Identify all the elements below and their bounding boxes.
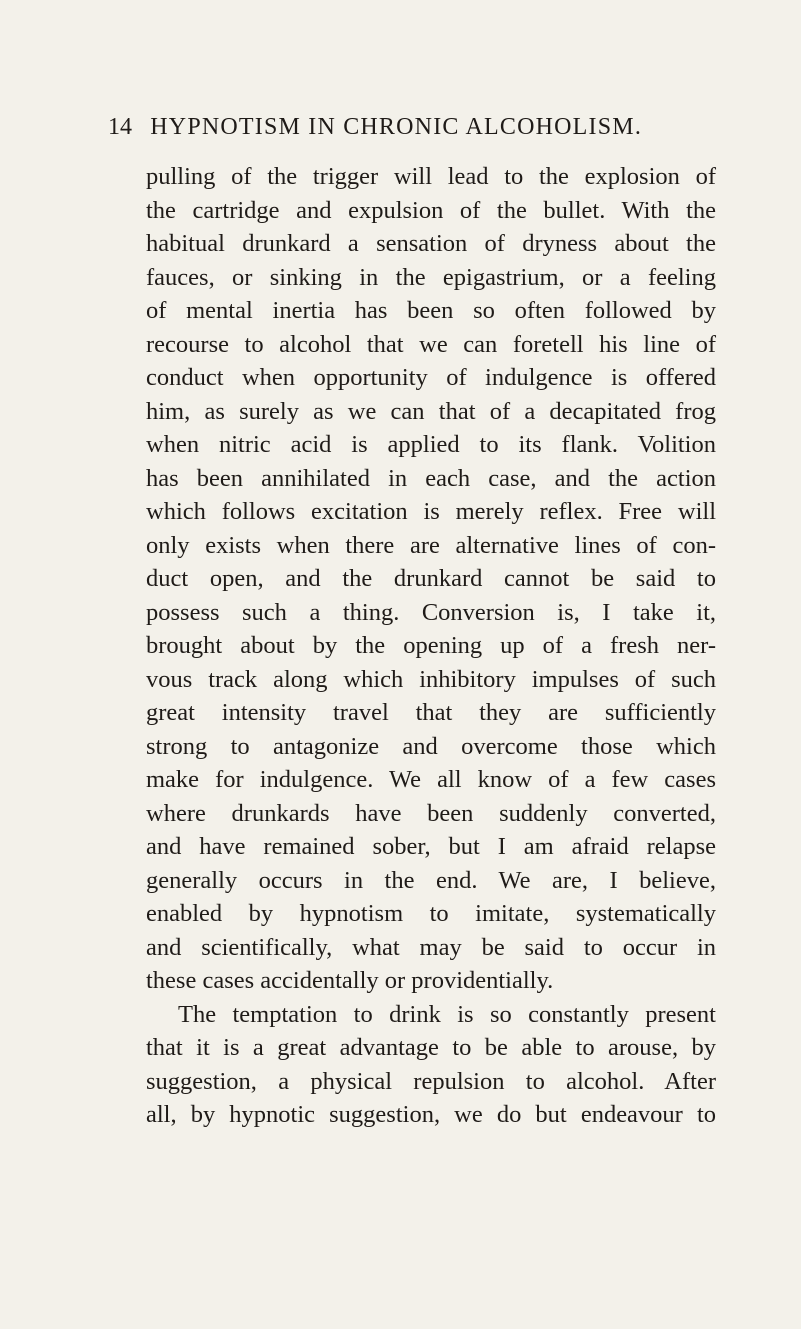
- text-line: the cartridge and expulsion of the bullet. With the: [146, 196, 716, 224]
- text-line-indented: The temptation to drink is so constantly present: [178, 1000, 716, 1028]
- text-line: great intensity travel that they are sufficiently: [146, 699, 716, 726]
- text-line: pulling of the trigger will lead to the explosion of: [146, 163, 716, 190]
- text-line: make for indulgence. We all know of a few cases: [146, 766, 716, 793]
- text-line: where drunkards have been suddenly converted,: [146, 799, 716, 827]
- text-line: him, as surely as we can that of a decapitated frog: [146, 397, 716, 425]
- text-line: these cases accidentally or providentially.: [146, 967, 554, 994]
- text-line: brought about by the opening up of a fresh ner-: [146, 632, 716, 659]
- text-line: duct open, and the drunkard cannot be said to: [146, 565, 716, 592]
- text-line: which follows excitation is merely reflex. Free will: [146, 498, 716, 525]
- text-line: and scientifically, what may be said to occur in: [146, 933, 716, 961]
- text-line: and have remained sober, but I am afraid relapse: [146, 833, 716, 860]
- page-header: [108, 107, 728, 147]
- page-number: 14: [108, 114, 132, 140]
- text-line: vous track along which inhibitory impulses of such: [146, 665, 716, 693]
- text-line: all, by hypnotic suggestion, we do but endeavour to: [146, 1101, 716, 1128]
- text-line: has been annihilated in each case, and the action: [146, 464, 716, 492]
- text-line: generally occurs in the end. We are, I believe,: [146, 866, 716, 894]
- running-title: HYPNOTISM IN CHRONIC ALCOHOLISM.: [150, 114, 643, 140]
- text-line: of mental inertia has been so often followed by: [146, 297, 716, 324]
- text-line: enabled by hypnotism to imitate, systematically: [146, 900, 716, 927]
- text-line: conduct when opportunity of indulgence is offered: [146, 364, 716, 391]
- text-line: that it is a great advantage to be able to arouse, by: [146, 1034, 716, 1061]
- text-line: when nitric acid is applied to its flank. Volition: [146, 431, 716, 458]
- body-text: [146, 160, 716, 1132]
- text-line: recourse to alcohol that we can foretell his line of: [146, 330, 716, 358]
- text-line: only exists when there are alternative lines of con-: [146, 531, 716, 559]
- text-line: suggestion, a physical repulsion to alcohol. After: [146, 1067, 716, 1095]
- text-line: strong to antagonize and overcome those which: [146, 732, 716, 760]
- text-line: habitual drunkard a sensation of dryness about the: [146, 230, 716, 257]
- text-line: fauces, or sinking in the epigastrium, or a feeling: [146, 263, 716, 291]
- text-line: possess such a thing. Conversion is, I take it,: [146, 598, 716, 626]
